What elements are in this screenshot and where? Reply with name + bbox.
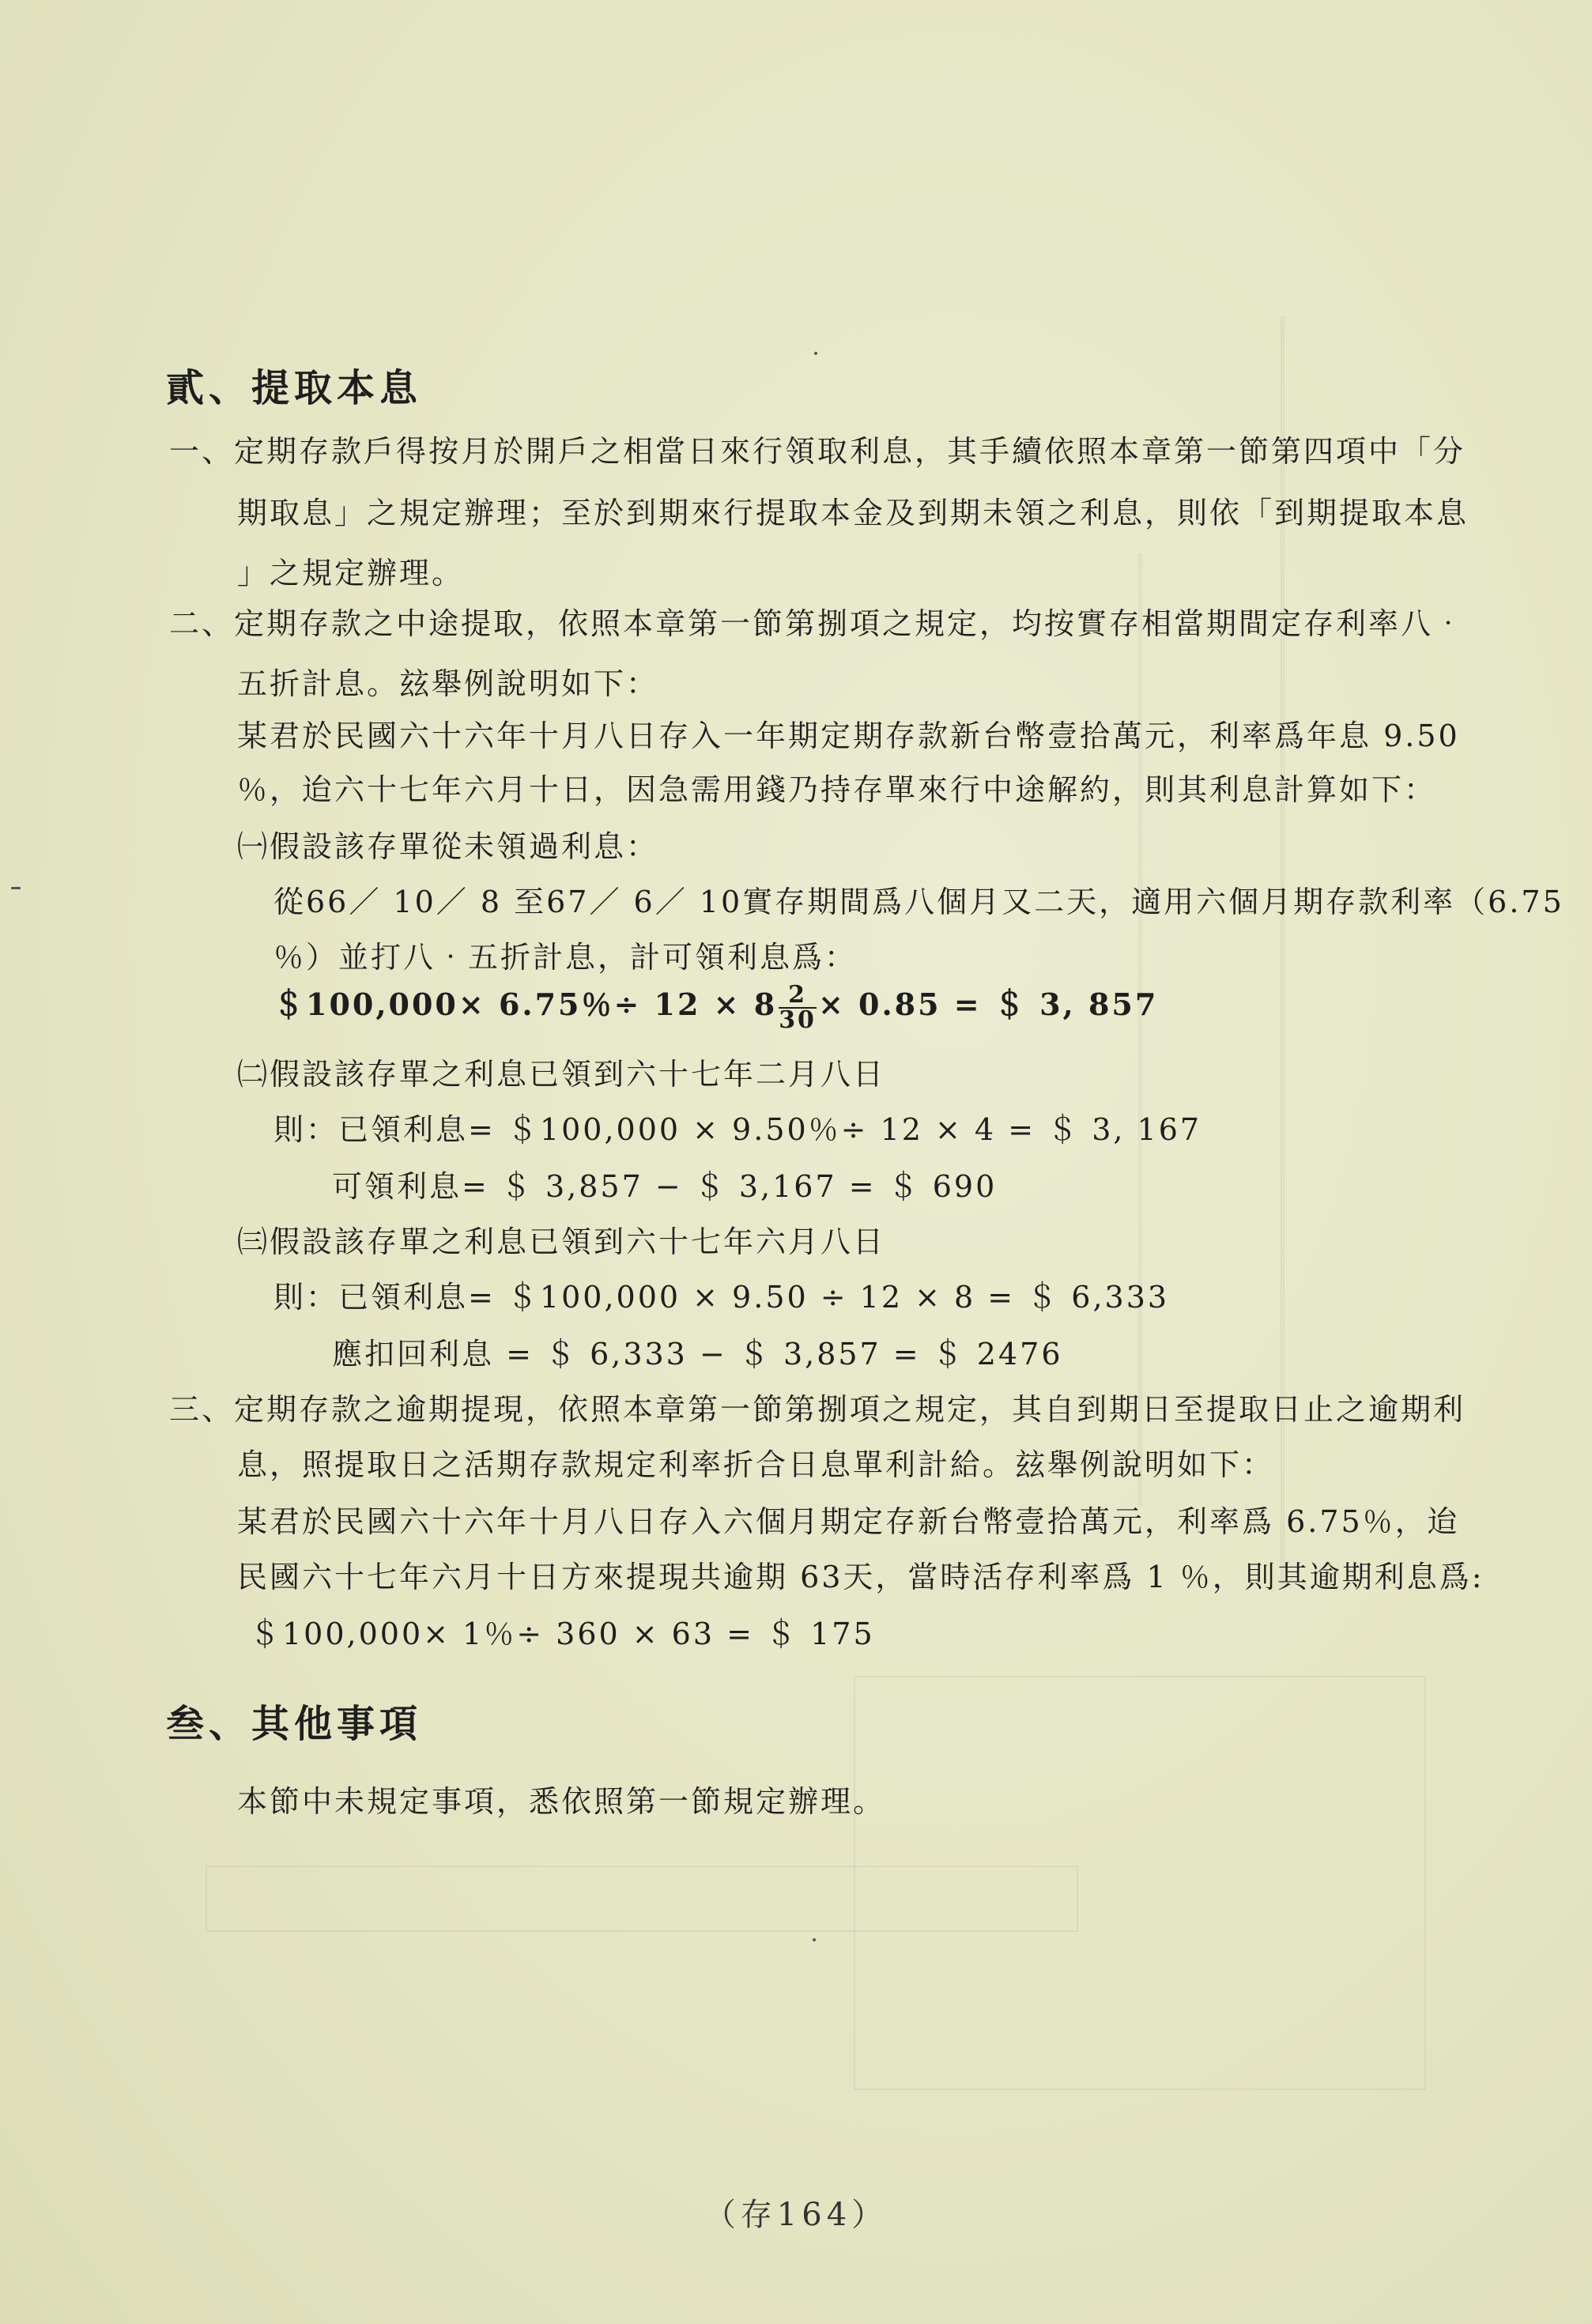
case2-line-2: 可領利息= ＄ 3,857 − ＄ 3,167 = ＄ 690 [332,1169,998,1204]
section-heading-withdrawal: 貳、提取本息 [166,366,423,410]
item2-line-2: 五折計息。玆舉例說明如下： [237,666,659,701]
fraction-numerator: 2 [779,983,817,1009]
section-heading-other-matters: 叁、其他事項 [166,1702,423,1746]
item2-line-1: 二、定期存款之中途提取，依照本章第一節第捌項之規定，均按實存相當期間定存利率八‧ [169,606,1466,641]
case3-title: ㈢假設該存單之利息已領到六十七年六月八日 [237,1224,886,1259]
case1-line-2: ％）並打八‧五折計息，計可領利息爲： [274,940,858,975]
item3-example-line-2: 民國六十七年六月十日方來提現共逾期 63天，當時活存利率爲 1 ％，則其逾期利息爲: [237,1560,1484,1594]
section3-text: 本節中未規定事項，悉依照第一節規定辦理。 [237,1784,886,1819]
item1-line-2: 期取息」之規定辦理；至於到期來行提取本金及到期未領之利息，則依「到期提取本息 [237,496,1469,530]
case2-line-1: 則：已領利息= ＄100,000 × 9.50％÷ 12 × 4 = ＄ 3, 167 [274,1112,1202,1147]
case1-title: ㈠假設該存單從未領過利息： [237,829,659,864]
case1-line-1: 從66／ 10／ 8 至67／ 6／ 10實存期間爲八個月又二天，適用六個月期存款利率（6.75 [274,885,1564,919]
paper-speck [814,352,817,355]
item2-example-line-1: 某君於民國六十六年十月八日存入一年期定期存款新台幣壹拾萬元，利率爲年息 9.50 [237,719,1460,753]
item3-line-1: 三、定期存款之逾期提現，依照本章第一節第捌項之規定，其自到期日至提取日止之逾期利 [169,1392,1466,1427]
case3-line-1: 則：已領利息= ＄100,000 × 9.50 ÷ 12 × 8 = ＄ 6,333 [274,1280,1170,1315]
item3-formula: ＄100,000× 1％÷ 360 × 63 = ＄ 175 [250,1617,875,1651]
case1-formula-suffix: × 0.85 = ＄ 3, 857 [817,987,1159,1022]
paper-speck [813,1938,816,1941]
item1-line-3: 」之規定辦理。 [237,556,465,590]
case1-formula-prefix: ＄100,000× 6.75％÷ 12 × 8 [274,987,778,1022]
item3-line-2: 息，照提取日之活期存款規定利率折合日息單利計給。玆舉例說明如下： [237,1447,1275,1482]
case1-formula [274,980,1158,1032]
paper-speck [11,887,21,889]
item2-example-line-2: ％，迨六十七年六月十日，因急需用錢乃持存單來行中途解約，則其利息計算如下： [237,772,1437,807]
case3-line-2: 應扣回利息 = ＄ 6,333 − ＄ 3,857 = ＄ 2476 [332,1337,1063,1371]
item3-example-line-1: 某君於民國六十六年十月八日存入六個月期定存新台幣壹拾萬元，利率爲 6.75％，迨 [237,1504,1460,1539]
show-through-frame [206,1866,1078,1932]
case1-formula-fraction [779,980,817,1034]
item1-line-1: 一、定期存款戶得按月於開戶之相當日來行領取利息，其手續依照本章第一節第四項中「分 [169,434,1466,469]
page-number: （存164） [704,2197,888,2233]
case2-title: ㈡假設該存單之利息已領到六十七年二月八日 [237,1057,886,1092]
fraction-denominator: 30 [779,1005,817,1034]
